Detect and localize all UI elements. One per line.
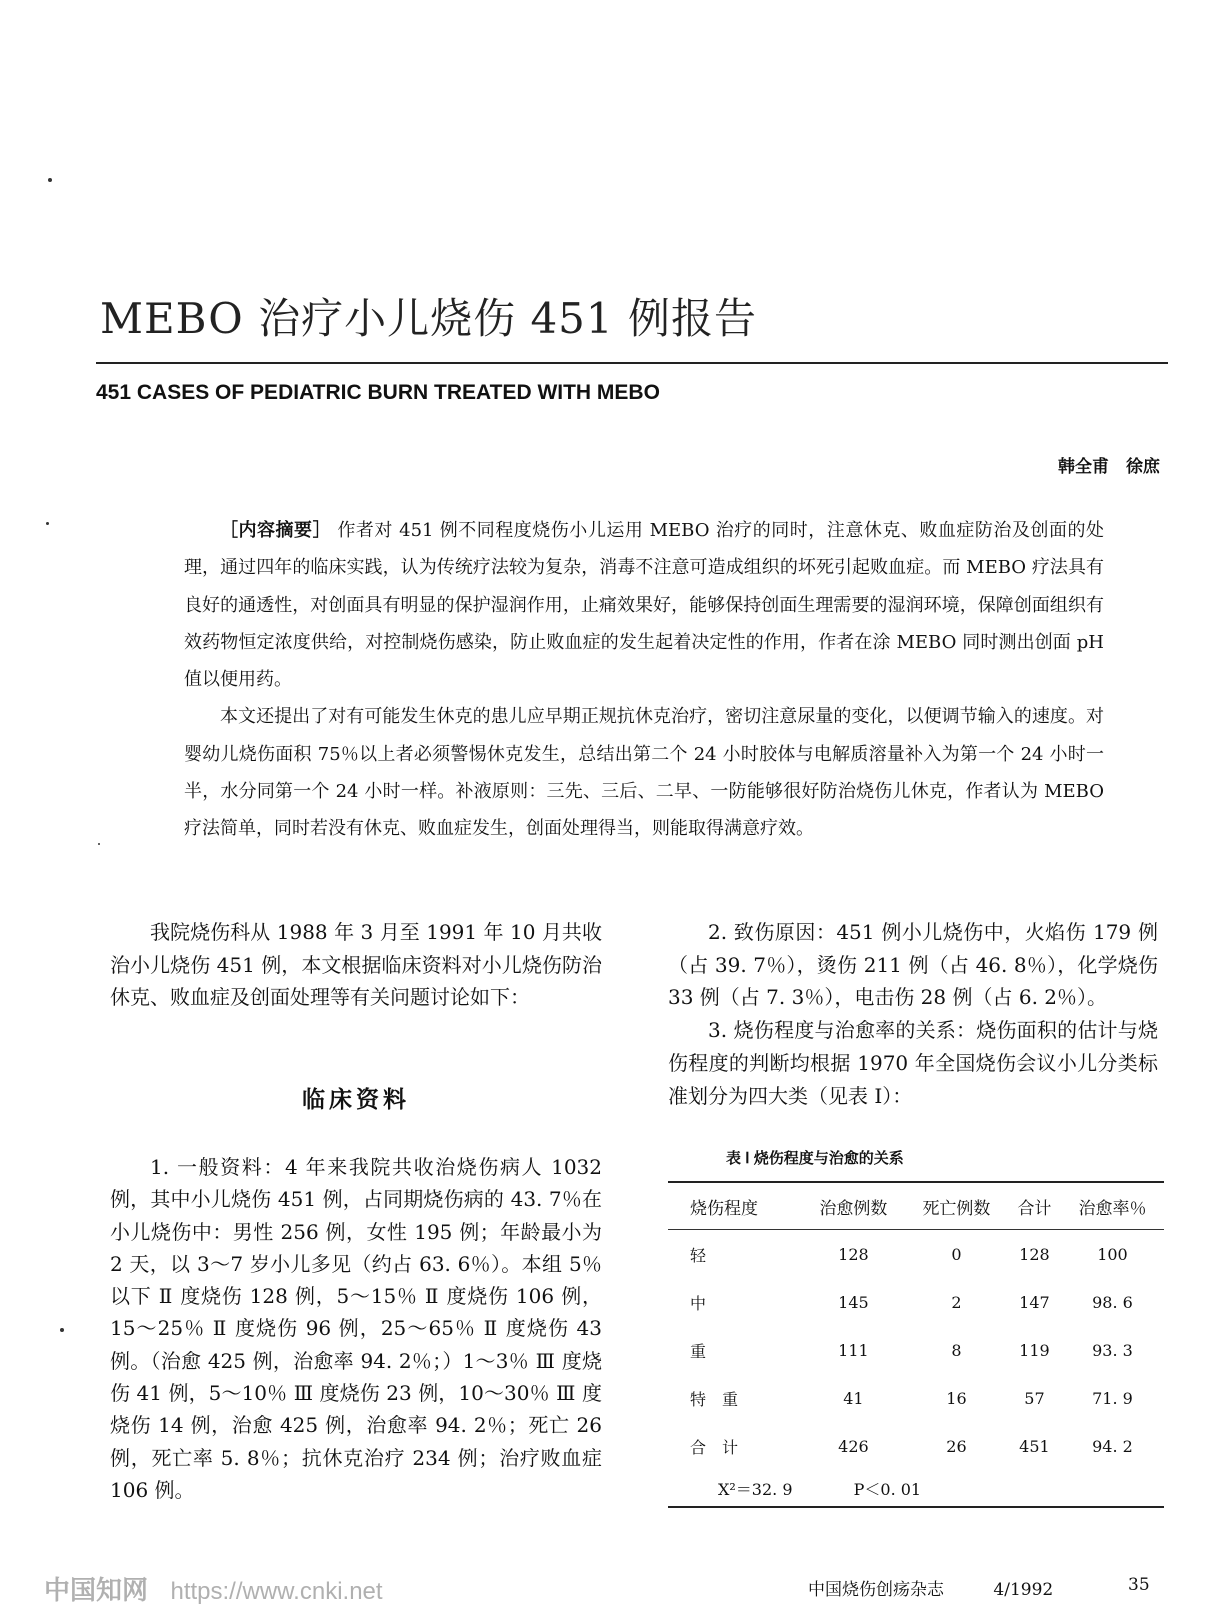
table-cell: 98. 6 [1092,1292,1133,1312]
table-cell: 轻 [690,1245,707,1265]
table-cell: 中 [690,1293,707,1313]
table-row [668,1326,1164,1374]
journal-issue: 4/1992 [993,1580,1054,1600]
table-bottom-rule [668,1506,1164,1508]
chi-square-value: X²＝32. 9 [718,1480,793,1499]
table-cell: 128 [1019,1244,1050,1264]
abstract-paragraph-1 [184,512,1104,698]
scan-speck [98,843,100,845]
title-divider [96,362,1168,364]
table-cell: 合 计 [690,1437,739,1457]
table-cell: 94. 2 [1092,1436,1133,1456]
table-header-cell: 治愈例数 [802,1183,905,1230]
abstract-paragraph-2: 本文还提出了对有可能发生休克的患儿应早期正规抗休克治疗，密切注意尿量的变化，以便调节输入的速度。对婴幼儿烧伤面积 75％以上者必须警惕休克发生，总结出第二个 24 小时胶体与电解质溶量补入为第一个 24 小时一半，水分同第一个 24 小时一样。补液原则：三先、三后、二早、一防能够很好防治烧伤儿休克，作者认为 MEBO 疗法简单，同时若没有休克、败血症发生，创面处理得当，则能取得满意疗效。 [184,706,1104,840]
right-column [668,916,1158,1112]
table-cell: 93. 3 [1092,1340,1133,1360]
intro-paragraph: 我院烧伤科从 1988 年 3 月至 1991 年 10 月共收治小儿烧伤 451 例，本文根据临床资料对小儿烧伤防治休克、败血症及创面处理等有关问题讨论如下： [110,920,602,1010]
table-header-cell: 烧伤程度 [668,1183,802,1230]
table-cell: 2 [951,1292,962,1312]
table-cell: 111 [838,1340,869,1360]
general-data-column [110,1151,602,1506]
table-cell: 145 [838,1292,869,1312]
table-header-row [668,1183,1164,1230]
table-cell: 8 [951,1340,962,1360]
abstract-label: ［内容摘要］ [220,520,332,540]
abstract [184,512,1104,848]
table-statistics [718,1477,921,1500]
authors: 韩全甫 徐庶 [1058,457,1160,477]
scan-speck [48,178,52,182]
table-cell: 重 [690,1341,707,1361]
severity-paragraph: 3. 烧伤程度与治愈率的关系：烧伤面积的估计与烧伤程度的判断均根据 1970 年全国烧伤会议小儿分类标准划分为四大类（见表 Ⅰ）： [668,1018,1158,1108]
table-cell: 0 [951,1244,962,1264]
scan-speck [60,1328,64,1332]
general-data-paragraph: 1. 一般资料：4 年来我院共收治烧伤病人 1032 例，其中小儿烧伤 451 例，占同期烧伤病的 43. 7％在小儿烧伤中：男性 256 例，女性 195 例；年龄最小为 2 天，以 3～7 岁小儿多见（约占 63. 6％）。本组 5％以下 Ⅱ 度烧伤 128 例，5～15％ Ⅱ 度烧伤 106 例，15～25％ Ⅱ 度烧伤 96 例，25～65％ Ⅱ 度烧伤 43 例。（治愈 425 例，治愈率 94. 2％；）1～3％ Ⅲ 度烧伤 41 例，5～10％ Ⅲ 度烧伤 23 例，10～30％ Ⅲ 度烧伤 14 例，治愈 425 例，治愈率 94. 2％；死亡 26 例，死亡率 5. 8％；抗休克治疗 234 例；治疗败血症 106 例。 [110,1155,602,1502]
intro-column [110,916,602,1014]
table-row [668,1374,1164,1422]
table-cell: 57 [1024,1388,1045,1408]
table-cell: 128 [838,1244,869,1264]
page-number: 35 [1128,1575,1150,1595]
table-cell: 26 [946,1436,967,1456]
article-title-english: 451 CASES OF PEDIATRIC BURN TREATED WITH MEBO [96,381,660,404]
table-header-cell: 死亡例数 [905,1183,1008,1230]
scan-speck [46,522,49,525]
table-cell: 特 重 [690,1389,739,1409]
table-row [668,1230,1164,1279]
footer-journal [808,1575,1053,1600]
section-heading: 临床资料 [302,1086,410,1112]
burn-severity-table [668,1183,1164,1470]
table-header-cell: 治愈率％ [1061,1183,1164,1230]
cause-paragraph: 2. 致伤原因：451 例小儿烧伤中，火焰伤 179 例（占 39. 7％），烫伤 211 例（占 46. 8％），化学烧伤 33 例（占 7. 3％），电击伤 28 例（占 6. 2％）。 [668,920,1158,1010]
watermark-logo: 中国知网 [44,1575,149,1605]
journal-name: 中国烧伤创疡杂志 [808,1580,944,1600]
table-cell: 71. 9 [1092,1388,1133,1408]
table-cell: 426 [838,1436,869,1456]
table-cell: 100 [1097,1244,1128,1264]
article-title-chinese: MEBO 治疗小儿烧伤 451 例报告 [100,294,757,343]
watermark-url: https://www.cnki.net [170,1578,383,1605]
table-cell: 16 [946,1388,967,1408]
table-row [668,1422,1164,1470]
table-caption: 表 Ⅰ 烧伤程度与治愈的关系 [726,1150,904,1167]
table-cell: 41 [843,1388,864,1408]
table-cell: 147 [1019,1292,1050,1312]
abstract-text-1: 作者对 451 例不同程度烧伤小儿运用 MEBO 治疗的同时，注意休克、败血症防治及创面的处理，通过四年的临床实践，认为传统疗法较为复杂，消毒不注意可造成组织的坏死引起败血症。而 MEBO 疗法具有良好的通透性，对创面具有明显的保护湿润作用，止痛效果好，能够保持创面生理需要的湿润环境，保障创面组织有效药物恒定浓度供给，对控制烧伤感染，防止败血症的发生起着决定性的作用，作者在涂 MEBO 同时测出创面 pH 值以便用药。 [184,520,1104,691]
cnki-watermark [44,1570,383,1607]
table-header-cell: 合计 [1008,1183,1061,1230]
table-cell: 119 [1019,1340,1050,1360]
table-cell: 451 [1019,1436,1050,1456]
table-row [668,1278,1164,1326]
p-value: P＜0. 01 [853,1480,922,1499]
